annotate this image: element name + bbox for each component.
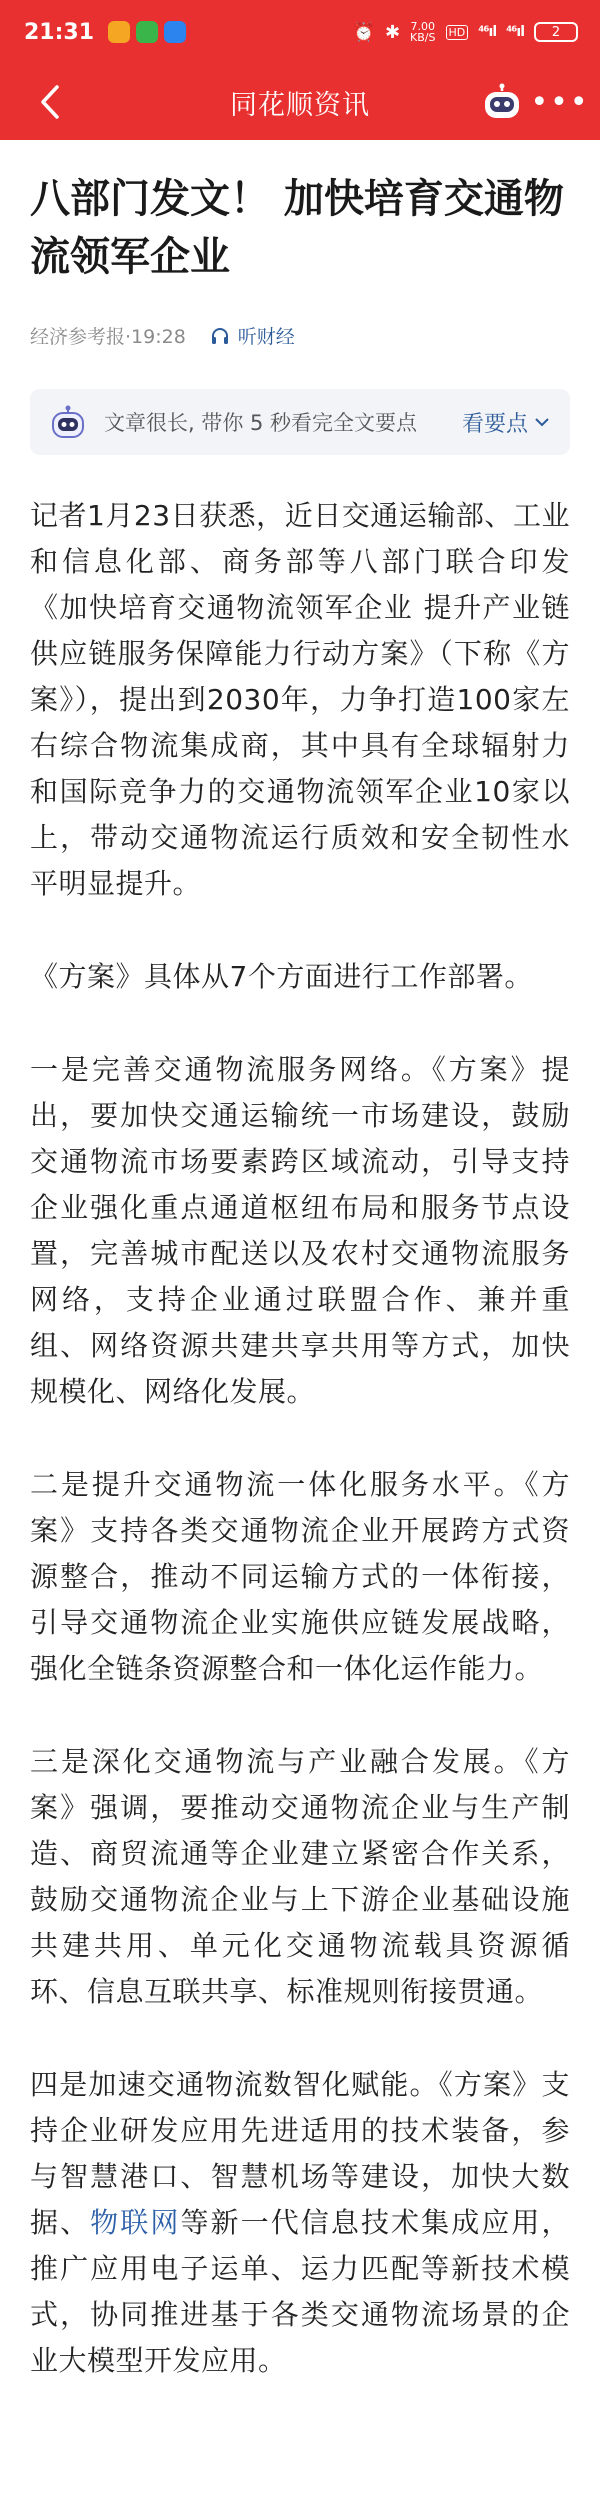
back-button[interactable] xyxy=(30,82,70,122)
battery-level: 2 xyxy=(551,24,561,40)
nav-title: 同花顺资讯 xyxy=(230,89,370,121)
article-paragraph: 三是深化交通物流与产业融合发展。《方案》强调，要推动交通物流企业与生产制造、商贸流通等企业建立紧密合作关系，鼓励交通物流企业与上下游企业基础设施共建共用、单元化交通物流载具资源循环、信息互联共享、标准规则衔接贯通。 xyxy=(30,1745,570,2008)
robot-icon xyxy=(50,405,86,439)
ai-assistant-button[interactable] xyxy=(482,83,522,121)
chevron-left-icon xyxy=(39,84,61,120)
app-icon-orange xyxy=(108,21,130,43)
article-title: 八部门发文！ 加快培育交通物流领军企业 xyxy=(30,176,564,280)
hd-badge: HD xyxy=(446,25,469,40)
signal-icon-2: ⁴⁶ıl xyxy=(506,24,524,40)
notification-app-icons xyxy=(108,21,186,43)
article-paragraph: 一是完善交通物流服务网络。《方案》提出，要加快交通运输统一市场建设，鼓励交通物流市场要素跨区域流动，引导支持企业强化重点通道枢纽布局和服务节点设置，完善城市配送以及农村交通物流服务网络，支持企业通过联盟合作、兼并重组、网络资源共建共享共用等方式，加快规模化、网络化发展。 xyxy=(30,1053,570,1408)
listen-label: 听财经 xyxy=(237,326,295,348)
summary-text: 文章很长, 带你 5 秒看完全文要点 xyxy=(104,411,418,435)
view-key-points-label: 看要点 xyxy=(461,411,528,437)
signal-icon: ⁴⁶ıl xyxy=(478,24,497,40)
net-speed-unit: KB/S xyxy=(410,31,436,44)
bluetooth-icon: ✱ xyxy=(384,21,401,43)
clock-alarm-icon: ⏰ xyxy=(352,21,375,43)
app-icon-blue xyxy=(164,21,186,43)
paragraph-text: 等新一代信息技术集成应用，推广应用电子运单、运力匹配等新技术模式，协同推进基于各类交通物流场景的企业大模型开发应用。 xyxy=(30,2206,570,2377)
status-bar xyxy=(0,0,600,64)
net-speed-value: 7.00 xyxy=(410,20,436,33)
iot-keyword-link[interactable]: 物联网 xyxy=(90,2206,181,2239)
headphones-icon xyxy=(210,326,230,346)
status-time: 21:31 xyxy=(24,19,95,45)
status-indicators xyxy=(353,0,578,64)
article-paragraph: 《方案》具体从7个方面进行工作部署。 xyxy=(30,960,533,993)
article-paragraph xyxy=(30,2062,570,2384)
article-body xyxy=(30,493,570,2384)
article-source: 经济参考报·19:28 xyxy=(30,326,186,348)
article xyxy=(0,170,600,2384)
battery-icon xyxy=(534,22,578,42)
view-key-points-link[interactable] xyxy=(462,407,550,438)
listen-button[interactable] xyxy=(210,322,295,349)
nav-bar xyxy=(0,64,600,140)
article-paragraph: 二是提升交通物流一体化服务水平。《方案》支持各类交通物流企业开展跨方式资源整合，推动不同运输方式的一体衔接，引导交通物流企业实施供应链发展战略，强化全链条资源整合和一体化运作能力。 xyxy=(30,1468,570,1685)
article-paragraph: 记者1月23日获悉，近日交通运输部、工业和信息化部、商务部等八部门联合印发《加快培育交通物流领军企业 提升产业链供应链服务保障能力行动方案》（下称《方案》），提出到2030年，力争打造100家左右综合物流集成商，其中具有全球辐射力和国际竞争力的交通物流领军企业10家以上，带动交通物流运行质效和安全韧性水平明显提升。 xyxy=(30,499,570,900)
network-speed xyxy=(410,21,435,43)
robot-icon xyxy=(482,83,522,121)
paragraph-text: 四是加速交通物流数智化赋能。《方案》支持企业研发应用先进适用的技术装备，参与智慧港口、智慧机场等建设，加快大数据、 xyxy=(30,2068,570,2239)
article-meta xyxy=(30,322,570,349)
chevron-down-icon xyxy=(534,416,550,428)
more-button[interactable]: ••• xyxy=(530,84,590,120)
summary-banner[interactable] xyxy=(30,389,570,455)
app-icon-green xyxy=(136,21,158,43)
